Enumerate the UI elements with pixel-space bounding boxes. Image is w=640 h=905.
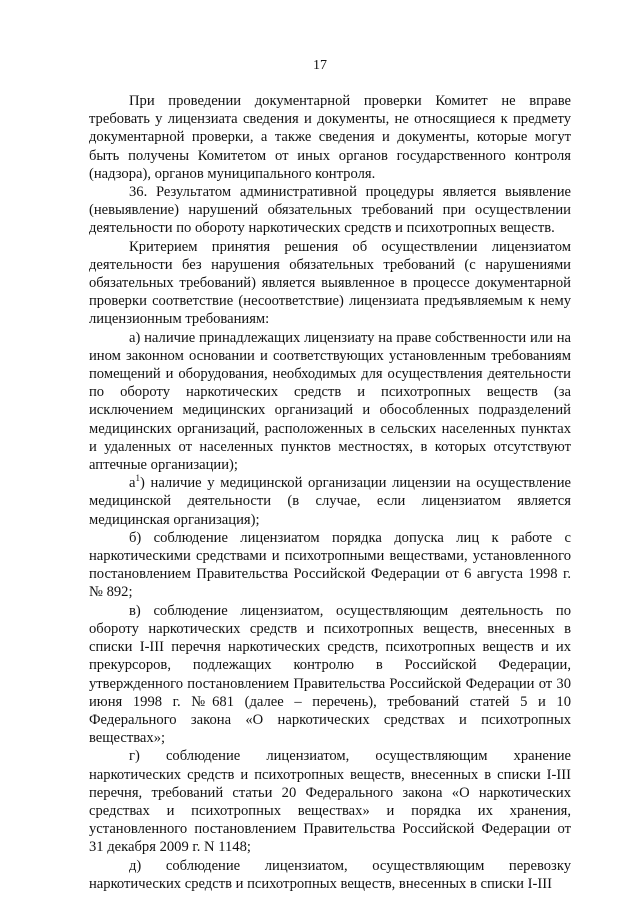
paragraph-36-result: 36. Результатом административной процедуры является выявление (невыявление) нарушений обязательных требований при осуществлении деятельности по обороту наркотических средств и психотропных веществ.	[89, 184, 571, 237]
paragraph-item-g: г) соблюдение лицензиатом, осуществляющим хранение наркотических средств и психотропных веществ, внесенных в списки I-III перечня, требований статьи 20 Федерального закона «О наркотических средствах и психотропных веществах» и порядка их хранения, установленного постановлением Правительства Российской Федерации от 31 декабря 2009 г. N 1148;	[89, 748, 571, 856]
item-a1-prefix: а	[129, 475, 136, 492]
paragraph-item-a1	[89, 474, 571, 529]
page-number: 17	[313, 58, 327, 73]
item-a1-superscript: 1	[135, 473, 140, 484]
paragraph-item-d: д) соблюдение лицензиатом, осуществляющим перевозку наркотических средств и психотропных веществ, внесенных в списки I-III	[89, 857, 571, 892]
paragraph-item-b: б) соблюдение лицензиатом порядка допуска лиц к работе с наркотическими средствами и психотропными веществами, установленного постановлением Правительства Российской Федерации от 6 августа 1998 г. № 892;	[89, 529, 571, 601]
paragraph-inspection-limits: При проведении документарной проверки Комитет не вправе требовать у лицензиата сведения и документы, не относящиеся к предмету документарной проверки, а также сведения и документы, которые могут быть получены Комитетом от иных органов государственного контроля (надзора), органов муниципального контроля.	[89, 93, 571, 182]
item-a1-text: ) наличие у медицинской организации лицензии на осуществление медицинской деятельности (в случае, если лицензиатом является медицинская организация);	[89, 475, 571, 528]
paragraph-item-v: в) соблюдение лицензиатом, осуществляющим деятельность по обороту наркотических средств и психотропных веществ, внесенных в списки I-III перечня наркотических средств, психотропных веществ и их прекурсоров, подлежащих контролю в Российской Федерации, утвержденного постановлением Правительства Российской Федерации от 30 июня 1998 г. №681 (далее – перечень), требований статей 5 и 10 Федерального закона «О наркотических средствах и психотропных веществах»;	[89, 602, 571, 747]
paragraph-item-a: а) наличие принадлежащих лицензиату на праве собственности или на ином законном основании и соответствующих установленным требованиям помещений и оборудования, необходимых для осуществления деятельности по обороту наркотических средств и психотропных веществ (за исключением медицинских организаций и обособленных подразделений медицинских организаций, расположенных в сельских населенных пунктах и удаленных от населенных пунктов местностях, в которых отсутствуют аптечные организации);	[89, 329, 571, 474]
paragraph-decision-criterion: Критерием принятия решения об осуществлении лицензиатом деятельности без нарушения обязательных требований (с нарушениями обязательных требований) является выявленное в процессе документарной проверки соответствие (несоответствие) лицензиата предъявляемым к нему лицензионным требованиям:	[89, 238, 571, 328]
document-body	[89, 92, 571, 893]
